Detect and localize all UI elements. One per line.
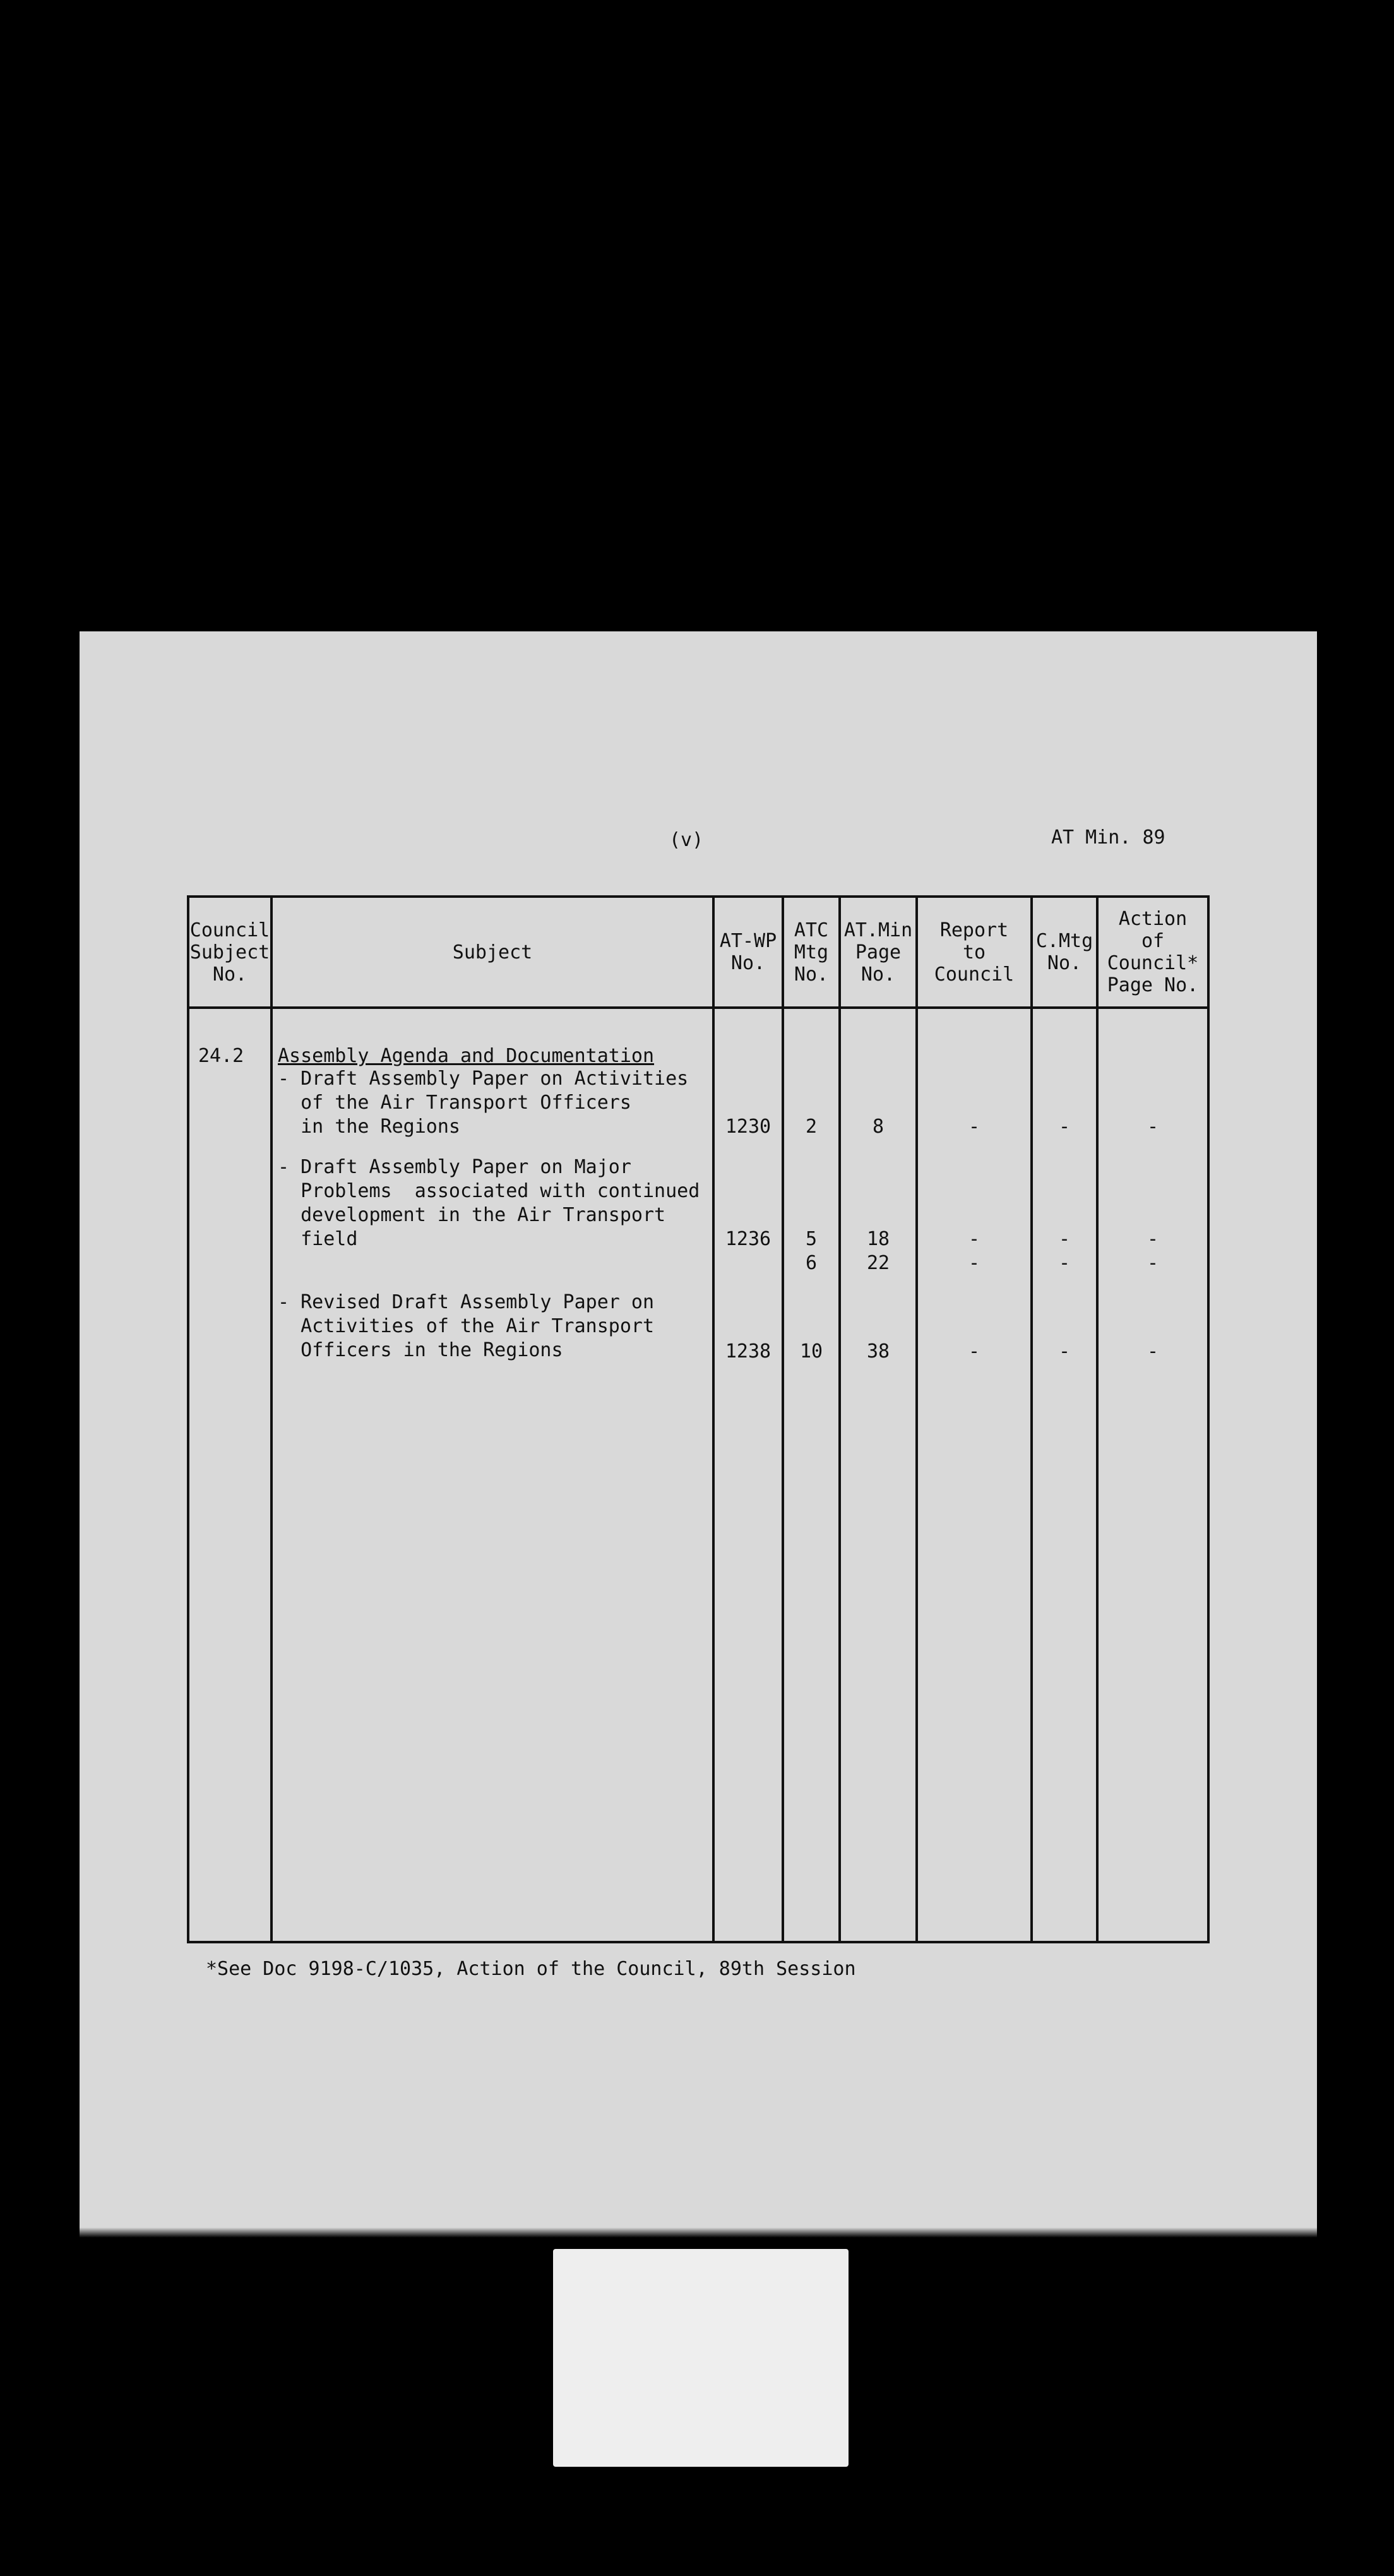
row-subject: - Draft Assembly Paper on Activities of the Air Transport Officers in the Regions <box>278 1068 689 1138</box>
column-divider <box>782 898 784 1941</box>
council-subject-number: 24.2 <box>198 1045 244 1067</box>
column-divider <box>712 898 715 1941</box>
minutes-table <box>187 895 1210 1943</box>
column-divider <box>915 898 918 1941</box>
row-c-mtg: - <box>1058 1116 1071 1138</box>
row-c-mtg: - <box>1058 1340 1071 1363</box>
header-at-min-page-no: AT.Min Page No. <box>843 919 913 986</box>
row-action-page: - <box>1147 1340 1159 1363</box>
row-atc-mtg: 10 <box>799 1340 823 1363</box>
row-subject: - Draft Assembly Paper on Major Problems associated with continued development in the Air Transport field <box>278 1156 700 1250</box>
column-divider <box>270 898 273 1941</box>
row-at-min-page: 18 22 <box>866 1228 890 1274</box>
row-atc-mtg: 2 <box>805 1116 818 1138</box>
header-at-wp-no: AT-WP No. <box>719 930 777 974</box>
page-edge <box>80 2227 1317 2238</box>
header-action-of-council: Action of Council* Page No. <box>1107 908 1199 996</box>
header-report-to-council: Report to Council <box>934 919 1015 986</box>
document-reference: AT Min. 89 <box>1051 826 1165 849</box>
row-at-wp: 1230 <box>725 1116 771 1138</box>
paper-slip <box>553 2249 849 2467</box>
row-at-min-page: 38 <box>866 1340 890 1363</box>
row-subject: - Revised Draft Assembly Paper on Activities of the Air Transport Officers in the Regions <box>278 1291 655 1361</box>
row-atc-mtg: 5 6 <box>805 1228 818 1274</box>
row-report: - <box>968 1340 980 1363</box>
row-at-wp: 1238 <box>725 1340 771 1363</box>
row-report: - - <box>968 1228 980 1274</box>
row-at-wp: 1236 <box>725 1228 771 1250</box>
section-title: Assembly Agenda and Documentation <box>278 1045 655 1067</box>
header-divider <box>189 1006 1207 1009</box>
header-subject: Subject <box>452 941 533 963</box>
row-at-min-page: 8 <box>872 1116 885 1138</box>
row-c-mtg: - - <box>1058 1228 1071 1274</box>
column-divider <box>1096 898 1099 1941</box>
page-number: (v) <box>669 829 704 851</box>
footnote: *See Doc 9198-C/1035, Action of the Council, 89th Session <box>206 1958 856 1980</box>
row-report: - <box>968 1116 980 1138</box>
column-divider <box>838 898 841 1941</box>
header-atc-mtg-no: ATC Mtg No. <box>794 919 829 986</box>
header-council-subject-no: Council Subject No. <box>189 919 270 986</box>
row-action-page: - - <box>1147 1228 1159 1274</box>
column-divider <box>1030 898 1033 1941</box>
row-action-page: - <box>1147 1116 1159 1138</box>
header-c-mtg-no: C.Mtg No. <box>1035 930 1093 974</box>
